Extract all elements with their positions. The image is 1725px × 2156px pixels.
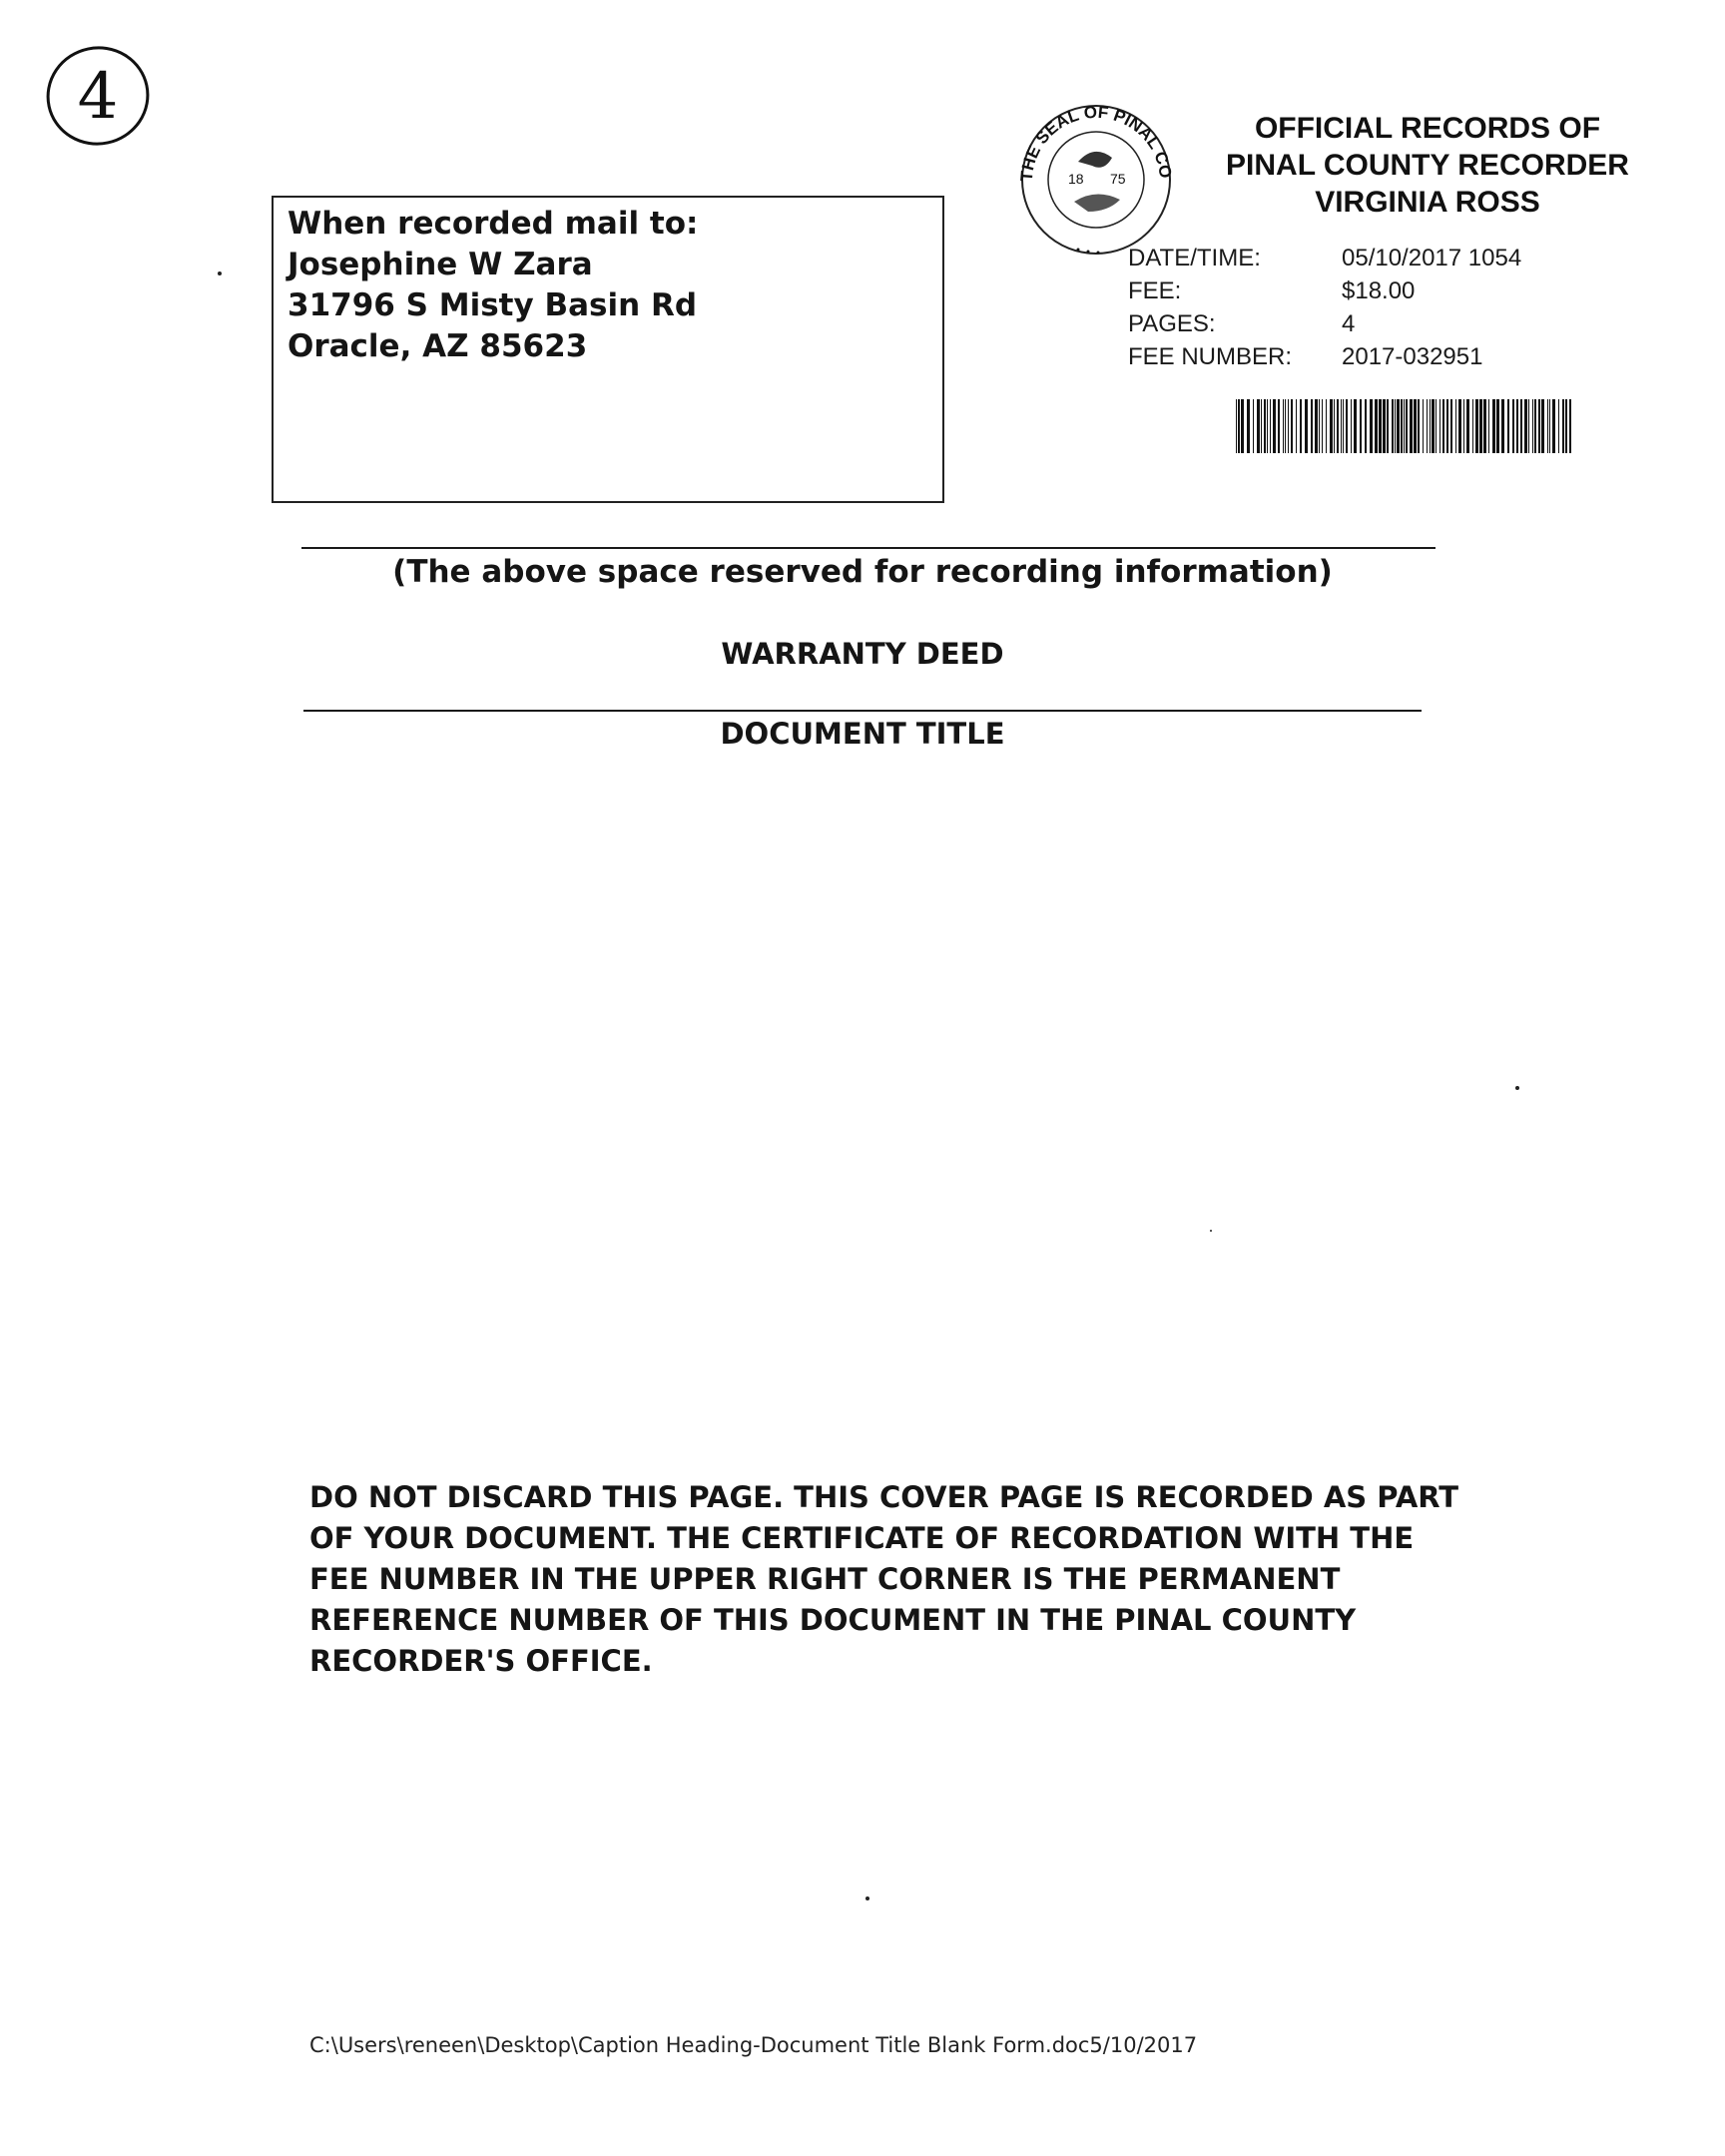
barcode-bar bbox=[1436, 399, 1437, 453]
county-seal-icon bbox=[1008, 100, 1183, 260]
barcode-bar bbox=[1270, 399, 1271, 453]
barcode-bar bbox=[1455, 399, 1456, 453]
barcode-bar bbox=[1475, 399, 1478, 453]
barcode-icon bbox=[1236, 399, 1575, 453]
recorder-office-header bbox=[1193, 110, 1662, 221]
barcode-bar bbox=[1315, 399, 1318, 453]
recording-label: FEE: bbox=[1128, 277, 1182, 304]
handwritten-page-number bbox=[42, 40, 154, 152]
barcode-bar bbox=[1322, 399, 1323, 453]
barcode-bar bbox=[1261, 399, 1262, 453]
recording-row-pages bbox=[1128, 307, 1521, 340]
mail-to-city: Oracle, AZ 85623 bbox=[288, 328, 588, 364]
recording-value: 05/10/2017 1054 bbox=[1342, 245, 1522, 271]
cover-page-notice bbox=[309, 1477, 1467, 1682]
barcode-bar bbox=[1565, 399, 1567, 453]
barcode-bar bbox=[1337, 399, 1339, 453]
barcode-bar bbox=[1442, 399, 1444, 453]
mail-to-name: Josephine W Zara bbox=[288, 247, 593, 282]
footer-file-path: C:\Users\reneen\Desktop\Caption Heading-Document Title Blank Form.doc5/10/2017 bbox=[309, 2033, 1198, 2057]
barcode-bar bbox=[1492, 399, 1495, 453]
barcode-bar bbox=[1401, 399, 1403, 453]
divider-line bbox=[303, 710, 1422, 712]
barcode-bar bbox=[1346, 399, 1348, 453]
scan-speck bbox=[1515, 1086, 1519, 1090]
barcode-bar bbox=[1326, 399, 1327, 453]
barcode-bar bbox=[1288, 399, 1289, 453]
recording-value: 4 bbox=[1342, 310, 1356, 337]
barcode-bar bbox=[1354, 399, 1357, 453]
barcode-bar bbox=[1406, 399, 1408, 453]
barcode-bar bbox=[1404, 399, 1405, 453]
handwritten-number: 4 bbox=[77, 60, 119, 134]
barcode-bar bbox=[1278, 399, 1280, 453]
reserved-space-note: (The above space reserved for recording information) bbox=[392, 554, 1333, 590]
recording-row-fee-number bbox=[1128, 340, 1521, 373]
barcode-bar bbox=[1463, 399, 1464, 453]
notice-line: OF YOUR DOCUMENT. THE CERTIFICATE OF RECORDATION WITH THE bbox=[309, 1521, 1415, 1555]
barcode-bar bbox=[1524, 399, 1527, 453]
notice-line: REFERENCE NUMBER OF THIS DOCUMENT IN THE PINAL COUNTY bbox=[309, 1603, 1357, 1637]
svg-text:THE SEAL OF PINAL COUNTY ARIZO bbox=[1008, 100, 1175, 182]
barcode-bar bbox=[1311, 399, 1313, 453]
office-line-2: PINAL COUNTY RECORDER bbox=[1226, 149, 1629, 182]
seal-ring-text: THE SEAL OF PINAL CO bbox=[1016, 102, 1176, 183]
office-line-3: VIRGINIA ROSS bbox=[1315, 186, 1540, 219]
barcode-bar bbox=[1247, 399, 1250, 453]
recording-label: PAGES: bbox=[1128, 310, 1216, 337]
barcode-bar bbox=[1541, 399, 1544, 453]
barcode-bar bbox=[1516, 399, 1518, 453]
barcode-bar bbox=[1257, 399, 1260, 453]
barcode-bar bbox=[1472, 399, 1473, 453]
document-title-label: DOCUMENT TITLE bbox=[720, 717, 1005, 751]
notice-line: RECORDER'S OFFICE. bbox=[309, 1644, 653, 1678]
barcode-bar bbox=[1334, 399, 1335, 453]
barcode-bar bbox=[1418, 399, 1420, 453]
handwritten-circle-icon bbox=[42, 40, 154, 152]
recording-label: DATE/TIME: bbox=[1128, 245, 1261, 271]
barcode-bar bbox=[1379, 399, 1382, 453]
barcode-bar bbox=[1549, 399, 1550, 453]
barcode-bar bbox=[1483, 399, 1486, 453]
barcode-bar bbox=[1466, 399, 1469, 453]
barcode-bar bbox=[1512, 399, 1514, 453]
barcode-bar bbox=[1430, 399, 1431, 453]
barcode-bar bbox=[1423, 399, 1424, 453]
mail-to-heading: When recorded mail to: bbox=[288, 206, 699, 242]
barcode-bar bbox=[1241, 399, 1244, 453]
notice-line: DO NOT DISCARD THIS PAGE. THIS COVER PAGE IS RECORDED AS PART bbox=[309, 1480, 1459, 1514]
divider-line bbox=[301, 547, 1436, 549]
recording-label: FEE NUMBER: bbox=[1128, 343, 1293, 370]
scan-speck bbox=[865, 1896, 869, 1900]
barcode-bar bbox=[1538, 399, 1540, 453]
barcode-bar bbox=[1496, 399, 1499, 453]
barcode-bar bbox=[1395, 399, 1396, 453]
county-seal bbox=[1008, 100, 1183, 260]
barcode-bar bbox=[1300, 399, 1302, 453]
office-line-1: OFFICIAL RECORDS OF bbox=[1254, 112, 1601, 145]
barcode-bar bbox=[1343, 399, 1344, 453]
seal-year-right: 75 bbox=[1110, 171, 1126, 187]
barcode-bar bbox=[1558, 399, 1559, 453]
barcode-bar bbox=[1410, 399, 1413, 453]
barcode-bar bbox=[1414, 399, 1417, 453]
barcode-bar bbox=[1370, 399, 1373, 453]
barcode-bar bbox=[1439, 399, 1440, 453]
barcode-bar bbox=[1383, 399, 1386, 453]
barcode-bar bbox=[1238, 399, 1240, 453]
barcode-bar bbox=[1397, 399, 1400, 453]
barcode-bar bbox=[1488, 399, 1489, 453]
barcode-bar bbox=[1351, 399, 1352, 453]
barcode-bar bbox=[1365, 399, 1367, 453]
barcode-bar bbox=[1296, 399, 1297, 453]
barcode-bar bbox=[1501, 399, 1504, 453]
barcode-bar bbox=[1479, 399, 1482, 453]
barcode-bar bbox=[1458, 399, 1461, 453]
barcode-bar bbox=[1387, 399, 1389, 453]
barcode-bar bbox=[1520, 399, 1522, 453]
barcode-bar bbox=[1552, 399, 1555, 453]
recording-value: 2017-032951 bbox=[1342, 343, 1483, 370]
barcode-bar bbox=[1432, 399, 1435, 453]
barcode-bar bbox=[1291, 399, 1293, 453]
scan-speck bbox=[1210, 1230, 1212, 1232]
barcode-bar bbox=[1236, 399, 1237, 453]
barcode-bar bbox=[1360, 399, 1362, 453]
notice-line: FEE NUMBER IN THE UPPER RIGHT CORNER IS THE PERMANENT bbox=[309, 1562, 1341, 1596]
barcode-bar bbox=[1392, 399, 1394, 453]
recording-row-datetime bbox=[1128, 242, 1521, 274]
barcode-bar bbox=[1285, 399, 1286, 453]
barcode-bar bbox=[1450, 399, 1452, 453]
document-type: WARRANTY DEED bbox=[721, 637, 1004, 671]
recording-info bbox=[1128, 242, 1521, 373]
barcode-bar bbox=[1264, 399, 1266, 453]
barcode-bar bbox=[1528, 399, 1529, 453]
barcode-bar bbox=[1283, 399, 1284, 453]
barcode bbox=[1236, 399, 1575, 453]
barcode-bar bbox=[1319, 399, 1320, 453]
barcode-bar bbox=[1341, 399, 1342, 453]
barcode-bar bbox=[1507, 399, 1509, 453]
mail-to-box bbox=[272, 196, 944, 503]
barcode-bar bbox=[1267, 399, 1268, 453]
recording-value: $18.00 bbox=[1342, 277, 1416, 304]
barcode-bar bbox=[1569, 399, 1571, 453]
barcode-bar bbox=[1273, 399, 1276, 453]
barcode-bar bbox=[1562, 399, 1564, 453]
barcode-bar bbox=[1305, 399, 1308, 453]
barcode-bar bbox=[1330, 399, 1333, 453]
barcode-bar bbox=[1427, 399, 1428, 453]
barcode-bar bbox=[1532, 399, 1533, 453]
barcode-bar bbox=[1547, 399, 1548, 453]
scan-speck bbox=[218, 271, 222, 275]
barcode-bar bbox=[1253, 399, 1254, 453]
recording-row-fee bbox=[1128, 274, 1521, 307]
mail-to-street: 31796 S Misty Basin Rd bbox=[288, 287, 698, 323]
barcode-bar bbox=[1375, 399, 1378, 453]
barcode-bar bbox=[1534, 399, 1536, 453]
seal-year-left: 18 bbox=[1068, 171, 1084, 187]
barcode-bar bbox=[1446, 399, 1448, 453]
